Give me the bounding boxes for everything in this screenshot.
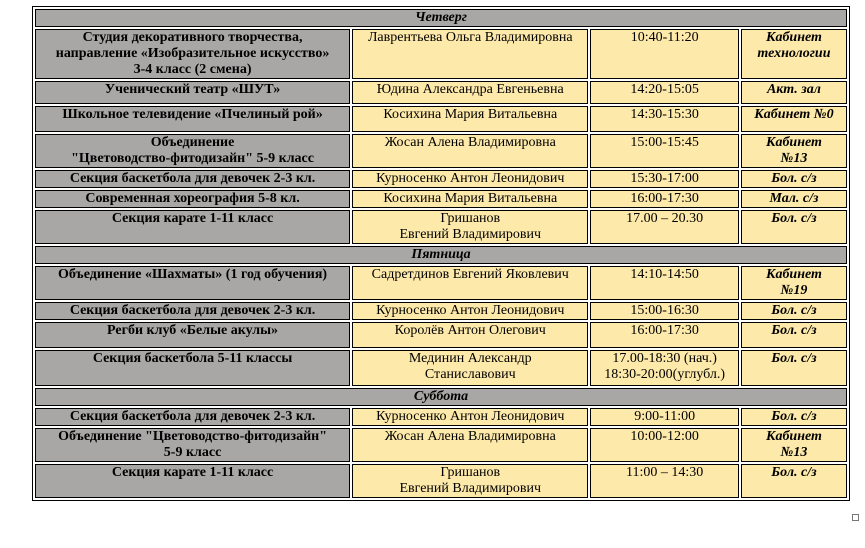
teacher-cell xyxy=(352,464,588,498)
activity-cell xyxy=(35,428,350,462)
room-line: Кабинет xyxy=(765,267,822,282)
room-cell: Бол. с/з xyxy=(741,350,847,386)
activity-cell: Школьное телевидение «Пчелиный рой» xyxy=(35,106,350,132)
table-row xyxy=(35,266,847,300)
activity-line: направление «Изобразительное искусство» xyxy=(55,46,330,61)
table-row xyxy=(35,170,847,188)
room-line: Кабинет xyxy=(765,30,822,45)
room-cell xyxy=(741,266,847,300)
activity-cell: Ученический театр «ШУТ» xyxy=(35,81,350,104)
activity-cell: Секция карате 1-11 класс xyxy=(35,464,350,498)
activity-line: Объединение "Цветоводство-фитодизайн" xyxy=(58,429,327,444)
time-cell: 9:00-11:00 xyxy=(590,408,738,426)
teacher-cell: Королёв Антон Олегович xyxy=(352,322,588,348)
activity-cell: Секция баскетбола для девочек 2-3 кл. xyxy=(35,170,350,188)
room-cell: Мал. с/з xyxy=(741,190,847,208)
time-cell: 14:30-15:30 xyxy=(590,106,738,132)
teacher-cell: Курносенко Антон Леонидович xyxy=(352,302,588,320)
room-cell: Бол. с/з xyxy=(741,322,847,348)
room-line: №13 xyxy=(780,445,808,460)
teacher-line: Гришанов xyxy=(440,211,501,226)
room-line: №19 xyxy=(780,283,808,298)
room-cell: Кабинет №0 xyxy=(741,106,847,132)
room-cell: Бол. с/з xyxy=(741,408,847,426)
room-line: Кабинет xyxy=(765,135,822,150)
room-line: Кабинет xyxy=(765,429,822,444)
table-row xyxy=(35,106,847,132)
time-cell: 14:10-14:50 xyxy=(590,266,738,300)
time-cell: 16:00-17:30 xyxy=(590,190,738,208)
activity-cell: Секция баскетбола 5-11 классы xyxy=(35,350,350,386)
activity-cell xyxy=(35,134,350,168)
teacher-cell: Косихина Мария Витальевна xyxy=(352,106,588,132)
teacher-cell: Садретдинов Евгений Яковлевич xyxy=(352,266,588,300)
time-cell: 15:00-16:30 xyxy=(590,302,738,320)
teacher-line: Станиславович xyxy=(424,367,516,382)
activity-cell xyxy=(35,29,350,79)
time-cell: 15:30-17:00 xyxy=(590,170,738,188)
activity-line: Студия декоративного творчества, xyxy=(82,30,303,45)
teacher-cell: Косихина Мария Витальевна xyxy=(352,190,588,208)
room-line: технологии xyxy=(757,46,831,61)
time-line: 18:30-20:00(углубл.) xyxy=(604,367,726,382)
teacher-line: Евгений Владимирович xyxy=(399,481,542,496)
table-row xyxy=(35,408,847,426)
table-row xyxy=(35,428,847,462)
teacher-cell: Жосан Алена Владимировна xyxy=(352,428,588,462)
teacher-line: Евгений Владимирович xyxy=(399,227,542,242)
time-line: 17.00-18:30 (нач.) xyxy=(612,351,717,366)
day-header-row xyxy=(35,246,847,264)
room-cell xyxy=(741,428,847,462)
time-cell: 10:40-11:20 xyxy=(590,29,738,79)
teacher-cell: Юдина Александра Евгеньевна xyxy=(352,81,588,104)
day-header-row xyxy=(35,388,847,406)
time-cell: 11:00 – 14:30 xyxy=(590,464,738,498)
teacher-line: Мединин Александр xyxy=(408,351,532,366)
teacher-cell xyxy=(352,210,588,244)
table-row xyxy=(35,350,847,386)
room-line: №13 xyxy=(780,151,808,166)
table-row xyxy=(35,29,847,79)
day-title: Четверг xyxy=(35,9,847,27)
room-cell: Бол. с/з xyxy=(741,302,847,320)
table-row xyxy=(35,302,847,320)
day-header-row xyxy=(35,9,847,27)
activity-cell: Современная хореография 5-8 кл. xyxy=(35,190,350,208)
table-resize-handle[interactable] xyxy=(852,514,859,521)
day-title: Пятница xyxy=(35,246,847,264)
activity-cell: Объединение «Шахматы» (1 год обучения) xyxy=(35,266,350,300)
room-cell xyxy=(741,134,847,168)
activity-cell: Секция карате 1-11 класс xyxy=(35,210,350,244)
time-cell: 17.00 – 20.30 xyxy=(590,210,738,244)
room-cell: Акт. зал xyxy=(741,81,847,104)
activity-cell: Секция баскетбола для девочек 2-3 кл. xyxy=(35,302,350,320)
room-cell xyxy=(741,29,847,79)
teacher-cell: Жосан Алена Владимировна xyxy=(352,134,588,168)
table-row xyxy=(35,190,847,208)
table-row xyxy=(35,322,847,348)
activity-line: "Цветоводство-фитодизайн" 5-9 класс xyxy=(71,151,314,166)
activity-cell: Секция баскетбола для девочек 2-3 кл. xyxy=(35,408,350,426)
room-cell: Бол. с/з xyxy=(741,170,847,188)
teacher-cell xyxy=(352,350,588,386)
activity-line: 5-9 класс xyxy=(163,445,222,460)
time-cell xyxy=(590,350,738,386)
table-row xyxy=(35,464,847,498)
teacher-cell: Курносенко Антон Леонидович xyxy=(352,408,588,426)
teacher-cell: Лаврентьева Ольга Владимировна xyxy=(352,29,588,79)
day-title: Суббота xyxy=(35,388,847,406)
activity-line: Объединение xyxy=(150,135,235,150)
teacher-line: Гришанов xyxy=(440,465,501,480)
activity-line: 3-4 класс (2 смена) xyxy=(133,62,252,77)
activity-cell: Регби клуб «Белые акулы» xyxy=(35,322,350,348)
table-row xyxy=(35,81,847,104)
room-cell: Бол. с/з xyxy=(741,210,847,244)
time-cell: 14:20-15:05 xyxy=(590,81,738,104)
room-cell: Бол. с/з xyxy=(741,464,847,498)
table-row xyxy=(35,134,847,168)
time-cell: 16:00-17:30 xyxy=(590,322,738,348)
time-cell: 15:00-15:45 xyxy=(590,134,738,168)
schedule-table xyxy=(32,6,850,501)
table-row xyxy=(35,210,847,244)
time-cell: 10:00-12:00 xyxy=(590,428,738,462)
teacher-cell: Курносенко Антон Леонидович xyxy=(352,170,588,188)
